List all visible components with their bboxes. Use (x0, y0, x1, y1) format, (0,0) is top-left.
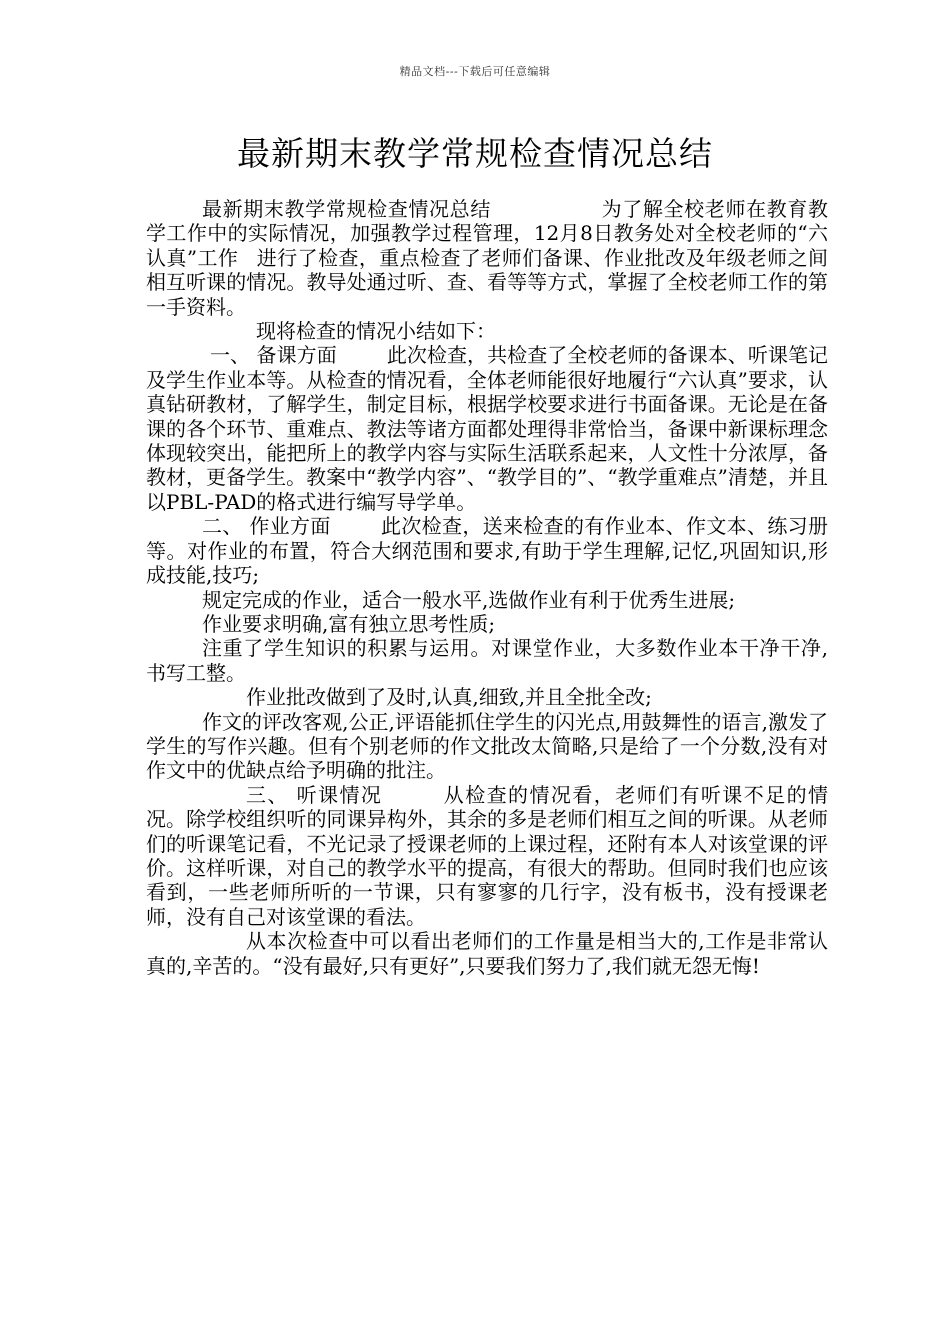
conclusion-paragraph: 从本次检查中可以看出老师们的工作量是相当大的,工作是非常认真的,辛苦的。“没有最好,只有更好”,只要我们努力了,我们就无怨无悔! (146, 929, 828, 978)
document-title: 最新期末教学常规检查情况总结 (237, 134, 713, 173)
section2-text: 此次检查，送来检查的有作业本、作文本、练习册等。对作业的布置，符合大纲范围和要求,有助于学生理解,记忆,巩固知识,形成技能,技巧; (146, 514, 829, 588)
section1-heading: 一、 备课方面 (210, 343, 337, 368)
document-body (146, 197, 828, 978)
section2-p5: 作文的评改客观,公正,评语能抓住学生的闪光点,用鼓舞性的语言,激发了学生的写作兴趣。但有个别老师的作文批改太简略,只是给了一个分数,没有对作文中的优缺点给予明确的批注。 (146, 709, 828, 783)
intro-text-b: 进行了检查，重点检查了老师们备课、作业批改及年级老师之间相互听课的情况。教导处通过听、查、看等等方式，掌握了全校老师工作的第一手资料。 (146, 245, 828, 319)
section2-p2: 作业要求明确,富有独立思考性质; (202, 611, 496, 636)
section1-paragraph (146, 343, 828, 514)
header-note: 精品文档---下载后可任意编辑 (399, 65, 551, 78)
intro-text-a: 为了解全校老师在教育教学工作中的实际情况，加强教学过程管理，12月8日教务处对全校老师的“六认真”工作 (146, 197, 829, 270)
section2-heading: 二、 作业方面 (202, 514, 331, 539)
section2-paragraph (146, 514, 828, 587)
section2-p4: 作业批改做到了及时,认真,细致,并且全批全改; (246, 685, 652, 710)
section3-heading: 三、 听课情况 (246, 782, 383, 807)
section2-p1: 规定完成的作业，适合一般水平,选做作业有利于优秀生进展; (202, 587, 736, 612)
intro-lead: 最新期末教学常规检查情况总结 (202, 197, 491, 221)
section2-p3: 注重了学生知识的积累与运用。对课堂作业，大多数作业本干净干净,书写工整。 (146, 636, 828, 685)
section1-text: 此次检查，共检查了全校老师的备课本、听课笔记及学生作业本等。从检查的情况看，全体老师能很好地履行“六认真”要求，认真钻研教材，了解学生，制定目标，根据学校要求进行书面备课。无论是在备课的各个环节、重难点、教法等诸方面都处理得非常恰当，备课中新课标理念体现较突出，能把所上的教学内容与实际生活联系起来，人文性十分浓厚，备教材，更备学生。教案中“教学内容”、“教学目的”、“教学重难点”清楚，并且以PBL-PAD的格式进行编写导学单。 (146, 343, 829, 514)
summary-line: 现将检查的情况小结如下： (256, 319, 496, 344)
section3-text: 从检查的情况看，老师们有听课不足的情况。除学校组织听的同课异构外，其余的多是老师们相互之间的听课。从老师们的听课笔记看，不光记录了授课老师的上课过程，还附有本人对该堂课的评价。这样听课，对自己的教学水平的提高，有很大的帮助。但同时我们也应该看到，一些老师所听的一节课，只有寥寥的几行字，没有板书，没有授课老师，没有自己对该堂课的看法。 (146, 782, 829, 929)
section3-paragraph (146, 783, 828, 929)
intro-paragraph (146, 197, 828, 319)
